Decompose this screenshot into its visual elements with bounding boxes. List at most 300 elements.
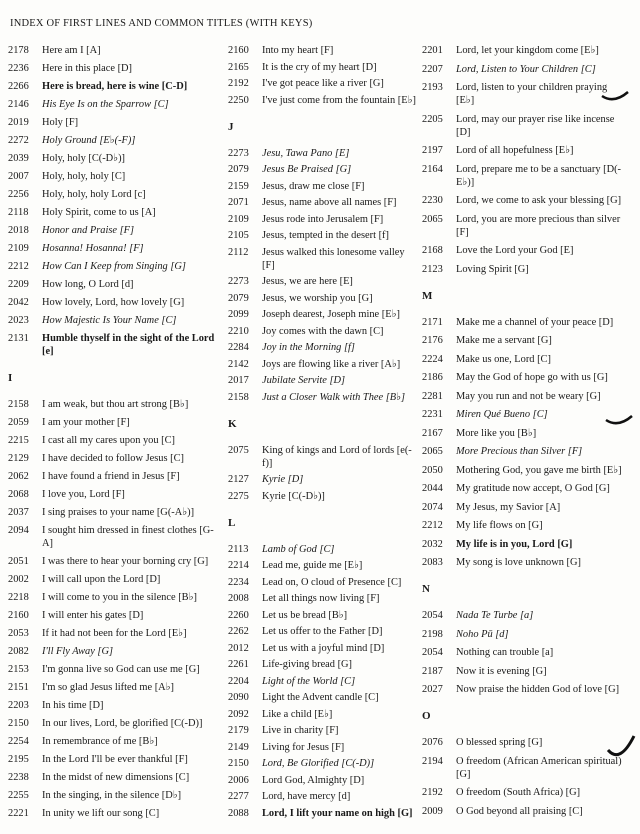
- index-entry: [228, 292, 416, 305]
- first-line-title: Love the Lord your God [E]: [456, 245, 574, 256]
- hymn-number: 2142: [228, 358, 249, 370]
- first-line-title: Kyrie [D]: [262, 474, 304, 485]
- first-line-title: I'm gonna live so God can use me [G]: [42, 664, 200, 675]
- hymn-number: 2032: [422, 538, 443, 550]
- hymn-number: 2039: [8, 153, 29, 164]
- first-line-title: How Majestic Is Your Name [C]: [42, 315, 177, 326]
- first-line-title: I love you, Lord [F]: [42, 489, 125, 500]
- first-line-title: In unity we lift our song [C]: [42, 808, 160, 819]
- hymn-number: 2218: [8, 592, 29, 603]
- first-line-title: In the midst of new dimensions [C]: [42, 772, 190, 783]
- first-line-title: I am weak, but thou art strong [B♭]: [42, 399, 189, 410]
- first-line-title: Living for Jesus [F]: [262, 741, 345, 753]
- index-entry: [8, 470, 220, 483]
- hymn-number: 2209: [8, 279, 29, 290]
- hymn-number: 2099: [228, 309, 249, 320]
- index-entry: [422, 334, 622, 347]
- hymn-number: 2017: [228, 375, 249, 386]
- first-line-title: Life-giving bread [G]: [262, 659, 353, 670]
- first-line-title: I will come to you in the silence [B♭]: [42, 592, 197, 603]
- hymn-number: 2260: [228, 609, 249, 621]
- first-line-title: Jesus, name above all names [F]: [262, 197, 397, 208]
- index-entry: [228, 163, 416, 176]
- index-entry: [8, 44, 220, 57]
- index-column-1: [8, 44, 220, 825]
- first-line-title: Let us offer to the Father [D]: [262, 626, 383, 637]
- index-entry: [422, 736, 622, 749]
- first-line-title: Joys are flowing like a river [A♭]: [262, 358, 401, 370]
- index-entry: [8, 735, 220, 748]
- hymn-number: 2197: [422, 145, 443, 156]
- first-line-title: Nada Te Turbe [a]: [456, 610, 534, 621]
- index-entry: [8, 134, 220, 147]
- first-line-title: Lord, Listen to Your Children [C]: [456, 63, 596, 75]
- hymn-number: 2006: [228, 774, 249, 786]
- first-line-title: In remembrance of me [B♭]: [42, 736, 158, 747]
- first-line-title: Make me a channel of your peace [D]: [456, 316, 614, 328]
- index-column-2: [228, 44, 416, 823]
- index-entry: [228, 642, 416, 655]
- hymn-number: 2160: [228, 45, 249, 56]
- index-entry: [8, 627, 220, 640]
- hymn-number: 2272: [8, 135, 29, 146]
- first-line-title: Lord, we come to ask your blessing [G]: [456, 195, 622, 206]
- binding-mark: [606, 730, 636, 764]
- hymn-number: 2193: [422, 82, 443, 93]
- hymn-number: 2019: [8, 117, 29, 128]
- index-entry: [228, 94, 416, 107]
- first-line-title: Lord, may our prayer rise like incense [D]: [456, 113, 615, 138]
- index-entry: [8, 645, 220, 658]
- index-entry: [8, 681, 220, 694]
- hymn-number: 2201: [422, 45, 443, 56]
- first-line-title: I'll Fly Away [G]: [42, 646, 114, 657]
- hymn-number: 2205: [422, 113, 443, 125]
- hymn-number: 2160: [8, 610, 29, 621]
- hymn-number: 2277: [228, 791, 249, 802]
- hymn-number: 2167: [422, 427, 443, 439]
- first-line-title: Miren Qué Bueno [C]: [456, 409, 548, 420]
- first-line-title: In the singing, in the silence [D♭]: [42, 790, 182, 801]
- index-entry: [228, 576, 416, 589]
- index-entry: [8, 771, 220, 784]
- hymn-number: 2210: [228, 325, 249, 337]
- hymn-number: 2065: [422, 213, 443, 225]
- hymn-number: 2187: [422, 665, 443, 677]
- index-entry: [422, 244, 622, 257]
- index-entry: [228, 341, 416, 354]
- first-line-title: Noho Pū [d]: [456, 628, 509, 640]
- index-entry: [8, 188, 220, 201]
- first-line-title: Holy, holy, holy [C]: [42, 171, 126, 182]
- hymn-number: 2079: [228, 292, 249, 304]
- first-line-title: I sing praises to your name [G(-A♭)]: [42, 507, 195, 518]
- first-line-title: Nothing can trouble [a]: [456, 647, 554, 658]
- hymn-number: 2018: [8, 225, 29, 236]
- hymn-number: 2129: [8, 453, 29, 464]
- index-entry: [8, 789, 220, 802]
- index-entry: [228, 790, 416, 803]
- first-line-title: In our lives, Lord, be glorified [C(-D)]: [42, 718, 203, 729]
- hymn-number: 2254: [8, 736, 29, 747]
- hymn-number: 2262: [228, 626, 249, 637]
- first-line-title: Here in this place [D]: [42, 63, 133, 74]
- index-entry: [228, 147, 416, 160]
- hymn-number: 2158: [228, 391, 249, 403]
- index-entry: [8, 753, 220, 766]
- index-entry: [228, 444, 416, 470]
- hymn-number: 2068: [8, 489, 29, 500]
- first-line-title: Lord, you are more precious than silver [F]: [456, 213, 621, 238]
- index-entry: [8, 116, 220, 129]
- hymn-number: 2230: [422, 195, 443, 206]
- first-line-title: I sought him dressed in finest clothes [G-A]: [42, 525, 214, 549]
- first-line-title: Let us be bread [B♭]: [262, 609, 348, 621]
- section-letter: M: [422, 289, 433, 302]
- index-entry: [422, 63, 622, 76]
- hymn-number: 2165: [228, 61, 249, 73]
- index-entry: [8, 416, 220, 429]
- hymn-number: 2059: [8, 417, 29, 428]
- hymn-number: 2053: [8, 628, 29, 639]
- index-entry: [422, 464, 622, 477]
- first-line-title: Jesus Be Praised [G]: [262, 164, 352, 175]
- first-line-title: I've got peace like a river [G]: [262, 78, 384, 89]
- hymn-number: 2150: [8, 718, 29, 729]
- first-line-title: King of kings and Lord of lords [e(-f)]: [262, 444, 412, 469]
- index-entry: [8, 591, 220, 604]
- hymn-number: 2158: [8, 399, 29, 410]
- first-line-title: Now praise the hidden God of love [G]: [456, 684, 620, 695]
- hymn-number: 2273: [228, 147, 249, 159]
- hymn-number: 2054: [422, 647, 443, 658]
- hymn-number: 2212: [8, 261, 29, 272]
- hymn-number: 2123: [422, 263, 443, 275]
- first-line-title: Lord, prepare me to be a sanctuary [D(-E♭)]: [456, 163, 622, 188]
- index-entry: [8, 434, 220, 447]
- first-line-title: I was there to hear your borning cry [G]: [42, 556, 209, 567]
- index-entry: [422, 805, 622, 818]
- hymn-number: 2037: [8, 507, 29, 518]
- first-line-title: My life is in you, Lord [G]: [456, 538, 573, 550]
- hymn-number: 2164: [422, 163, 443, 175]
- hymn-number: 2238: [8, 772, 29, 783]
- first-line-title: I'm so glad Jesus lifted me [A♭]: [42, 682, 175, 693]
- hymn-number: 2050: [422, 464, 443, 476]
- hymn-number: 2118: [8, 207, 29, 218]
- index-entry: [422, 519, 622, 532]
- first-line-title: Like a child [E♭]: [262, 708, 333, 720]
- hymn-number: 2076: [422, 737, 443, 748]
- hymn-number: 2009: [422, 805, 443, 817]
- index-entry: [8, 260, 220, 273]
- first-line-title: Jesus walked this lonesome valley [F]: [262, 246, 405, 271]
- hymn-number: 2207: [422, 63, 443, 75]
- index-entry: [422, 427, 622, 440]
- hymn-number: 2051: [8, 556, 29, 567]
- index-entry: [228, 708, 416, 721]
- hymn-number: 2150: [228, 758, 249, 769]
- first-line-title: Lord, listen to your children praying [E♭]: [456, 82, 608, 106]
- first-line-title: Jesu, Tawa Pano [E]: [262, 147, 350, 159]
- index-entry: [228, 625, 416, 638]
- first-line-title: Mothering God, you gave me birth [E♭]: [456, 464, 622, 476]
- hymn-number: 2204: [228, 675, 249, 687]
- index-entry: [8, 699, 220, 712]
- index-entry: [228, 44, 416, 57]
- first-line-title: My song is love unknown [G]: [456, 557, 581, 568]
- hymn-number: 2192: [422, 787, 443, 798]
- index-entry: [422, 316, 622, 329]
- hymn-number: 2234: [228, 576, 249, 588]
- first-line-title: Light the Advent candle [C]: [262, 692, 379, 703]
- index-entry: [228, 741, 416, 754]
- index-entry: [422, 371, 622, 384]
- hymn-number: 2215: [8, 435, 29, 446]
- hymn-number: 2027: [422, 684, 443, 695]
- section-letter: K: [228, 417, 237, 430]
- index-entry: [228, 61, 416, 74]
- index-entry: [228, 490, 416, 503]
- first-line-title: Joy in the Morning [f]: [262, 342, 355, 353]
- first-line-title: Joy comes with the dawn [C]: [262, 325, 384, 337]
- first-line-title: Let all things now living [F]: [262, 593, 380, 604]
- hymn-number: 2221: [8, 808, 29, 819]
- hymn-number: 2153: [8, 664, 29, 675]
- index-entry: [228, 543, 416, 556]
- index-entry: [8, 717, 220, 730]
- hymn-number: 2071: [228, 197, 249, 208]
- binding-mark: [604, 412, 634, 428]
- first-line-title: O freedom (African American spiritual) [G]: [456, 755, 622, 780]
- hymn-number: 2065: [422, 446, 443, 457]
- first-line-title: Lead me, guide me [E♭]: [262, 560, 363, 571]
- first-line-title: Lord of all hopefulness [E♭]: [456, 145, 574, 156]
- index-entry: [228, 691, 416, 704]
- index-entry: [422, 482, 622, 495]
- first-line-title: Jesus, tempted in the desert [f]: [262, 230, 389, 241]
- hymn-number: 2198: [422, 628, 443, 640]
- hymn-number: 2151: [8, 682, 29, 693]
- index-entry: [228, 180, 416, 193]
- index-entry: [228, 774, 416, 787]
- hymn-number: 2083: [422, 557, 443, 568]
- first-line-title: Humble thyself in the sight of the Lord [e]: [42, 333, 215, 357]
- index-entry: [422, 683, 622, 696]
- index-entry: [8, 98, 220, 111]
- section-letter: I: [8, 372, 13, 384]
- hymn-number: 2261: [228, 659, 249, 670]
- index-entry: [8, 170, 220, 183]
- first-line-title: O blessed spring [G]: [456, 737, 543, 748]
- hymn-number: 2159: [228, 180, 249, 192]
- hymn-number: 2214: [228, 560, 249, 571]
- hymn-number: 2186: [422, 372, 443, 383]
- hymn-number: 2231: [422, 409, 443, 420]
- hymn-number: 2256: [8, 189, 29, 200]
- hymn-number: 2054: [422, 610, 443, 621]
- first-line-title: Here is bread, here is wine [C-D]: [42, 81, 188, 92]
- first-line-title: Lord, let your kingdom come [E♭]: [456, 45, 599, 56]
- first-line-title: Let us with a joyful mind [D]: [262, 642, 385, 654]
- hymn-number: 2007: [8, 171, 29, 182]
- hymn-number: 2109: [228, 213, 249, 225]
- index-entry: [422, 144, 622, 157]
- index-entry: [8, 332, 220, 358]
- index-header: INDEX OF FIRST LINES AND COMMON TITLES (WITH KEYS): [10, 18, 313, 29]
- first-line-title: I have decided to follow Jesus [C]: [42, 453, 184, 464]
- index-entry: [422, 665, 622, 678]
- index-entry: [228, 675, 416, 688]
- first-line-title: I've just come from the fountain [E♭]: [262, 94, 416, 106]
- first-line-title: Jesus rode into Jerusalem [F]: [262, 213, 384, 225]
- index-entry: [228, 807, 416, 820]
- hymn-number: 2149: [228, 741, 249, 753]
- first-line-title: Just a Closer Walk with Thee [B♭]: [262, 391, 406, 403]
- first-line-title: I will enter his gates [D]: [42, 610, 144, 621]
- first-line-title: O God beyond all praising [C]: [456, 805, 583, 817]
- first-line-title: Into my heart [F]: [262, 45, 334, 56]
- first-line-title: In the Lord I'll be ever thankful [F]: [42, 754, 188, 765]
- index-entry: [8, 278, 220, 291]
- index-entry: [8, 398, 220, 411]
- hymn-number: 2042: [8, 297, 29, 308]
- first-line-title: How long, O Lord [d]: [42, 279, 134, 290]
- hymn-number: 2195: [8, 754, 29, 765]
- index-entry: [8, 555, 220, 568]
- first-line-title: Holy Spirit, come to us [A]: [42, 207, 156, 218]
- index-entry: [422, 609, 622, 622]
- hymn-number: 2090: [228, 692, 249, 703]
- index-entry: [422, 213, 622, 239]
- hymn-number: 2255: [8, 790, 29, 801]
- index-entry: [8, 224, 220, 237]
- hymn-number: 2212: [422, 520, 443, 531]
- hymn-number: 2109: [8, 243, 29, 254]
- index-entry: [8, 573, 220, 586]
- first-line-title: More Precious than Silver [F]: [456, 446, 583, 457]
- index-entry: [8, 62, 220, 75]
- index-entry: [228, 308, 416, 321]
- hymn-number: 2044: [422, 483, 443, 494]
- first-line-title: Jesus, we worship you [G]: [262, 292, 373, 304]
- index-entry: [8, 152, 220, 165]
- first-line-title: Kyrie [C(-D♭)]: [262, 490, 325, 502]
- hymn-number: 2273: [228, 276, 249, 287]
- hymn-number: 2168: [422, 245, 443, 256]
- hymn-number: 2224: [422, 353, 443, 365]
- index-entry: [228, 325, 416, 338]
- index-entry: [8, 206, 220, 219]
- first-line-title: May the God of hope go with us [G]: [456, 372, 608, 383]
- hymn-number: 2062: [8, 471, 29, 482]
- binding-mark: [600, 88, 630, 104]
- index-entry: [8, 506, 220, 519]
- index-entry: [228, 213, 416, 226]
- hymn-number: 2192: [228, 78, 249, 89]
- index-entry: [228, 374, 416, 387]
- index-entry: [8, 663, 220, 676]
- index-entry: [228, 246, 416, 272]
- first-line-title: More like you [B♭]: [456, 427, 537, 439]
- first-line-title: His Eye Is on the Sparrow [C]: [42, 99, 169, 110]
- index-entry: [422, 81, 622, 107]
- hymn-number: 2131: [8, 333, 29, 344]
- index-entry: [228, 473, 416, 486]
- first-line-title: Now it is evening [G]: [456, 665, 547, 677]
- hymn-number: 2171: [422, 316, 443, 328]
- index-entry: [8, 488, 220, 501]
- index-entry: [8, 80, 220, 93]
- hymn-number: 2088: [228, 807, 249, 819]
- first-line-title: Lord God, Almighty [D]: [262, 774, 365, 786]
- first-line-title: Joseph dearest, Joseph mine [E♭]: [262, 309, 400, 320]
- first-line-title: My life flows on [G]: [456, 520, 543, 531]
- section-letter: N: [422, 583, 430, 595]
- first-line-title: Light of the World [C]: [262, 675, 356, 687]
- index-entry: [228, 658, 416, 671]
- first-line-title: How lovely, Lord, how lovely [G]: [42, 297, 185, 308]
- first-line-title: O freedom (South Africa) [G]: [456, 787, 581, 798]
- hymn-number: 2008: [228, 593, 249, 604]
- index-entry: [8, 807, 220, 820]
- index-entry: [8, 452, 220, 465]
- index-entry: [422, 628, 622, 641]
- first-line-title: Live in charity [F]: [262, 725, 339, 736]
- index-entry: [422, 755, 622, 781]
- hymn-number: 2176: [422, 335, 443, 346]
- first-line-title: My Jesus, my Savior [A]: [456, 501, 561, 513]
- hymn-number: 2281: [422, 390, 443, 402]
- hymn-number: 2250: [228, 94, 249, 106]
- index-entry: [228, 229, 416, 242]
- index-entry: [8, 296, 220, 309]
- index-entry: [228, 724, 416, 737]
- hymn-number: 2012: [228, 642, 249, 654]
- index-entry: [422, 646, 622, 659]
- index-entry: [8, 524, 220, 550]
- index-entry: [422, 44, 622, 57]
- first-line-title: In his time [D]: [42, 700, 104, 711]
- first-line-title: Honor and Praise [F]: [42, 225, 135, 236]
- hymn-number: 2079: [228, 164, 249, 175]
- first-line-title: It is the cry of my heart [D]: [262, 61, 377, 73]
- index-entry: [422, 113, 622, 139]
- first-line-title: May you run and not be weary [G]: [456, 390, 601, 402]
- first-line-title: Lord, have mercy [d]: [262, 791, 351, 802]
- hymn-number: 2178: [8, 45, 29, 56]
- hymn-number: 2146: [8, 99, 29, 110]
- first-line-title: Loving Spirit [G]: [456, 263, 529, 275]
- first-line-title: Here am I [A]: [42, 45, 101, 56]
- index-entry: [422, 556, 622, 569]
- hymn-number: 2074: [422, 501, 443, 513]
- first-line-title: Holy [F]: [42, 117, 79, 128]
- first-line-title: Lead on, O cloud of Presence [C]: [262, 576, 402, 588]
- index-entry: [8, 314, 220, 327]
- index-entry: [422, 408, 622, 421]
- first-line-title: I am your mother [F]: [42, 417, 130, 428]
- index-entry: [228, 592, 416, 605]
- index-entry: [228, 559, 416, 572]
- section-letter: L: [228, 516, 236, 529]
- hymn-number: 2275: [228, 490, 249, 502]
- first-line-title: I cast all my cares upon you [C]: [42, 435, 176, 446]
- hymn-number: 2082: [8, 646, 29, 657]
- first-line-title: Lamb of God [C]: [262, 543, 335, 555]
- first-line-title: My gratitude now accept, O God [G]: [456, 483, 610, 494]
- index-entry: [8, 242, 220, 255]
